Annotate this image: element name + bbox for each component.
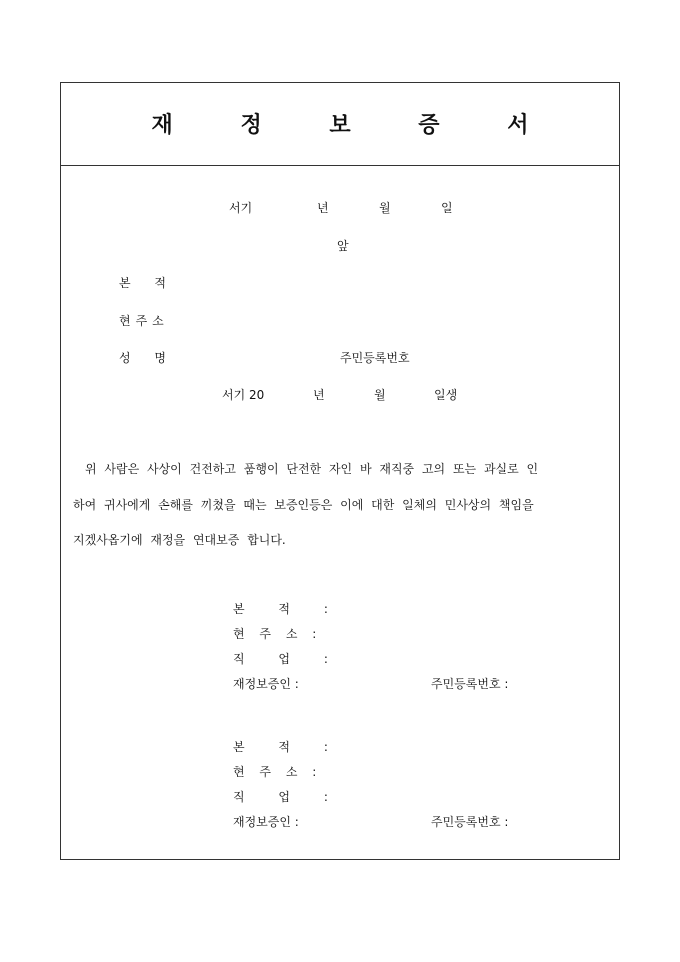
guarantor-1-resident-no-label: 주민등록번호 : — [431, 677, 509, 691]
date-prefix: 서기 — [229, 201, 253, 215]
guarantor-2-label: 재정보증인 : — [233, 815, 299, 829]
document-frame — [60, 82, 620, 860]
principal-domicile-label: 본 적 — [119, 276, 166, 290]
guarantor-1-label: 재정보증인 : — [233, 677, 299, 691]
date-day-label: 일 — [441, 201, 453, 215]
guarantor-2-occupation-label: 직 업 : — [233, 790, 328, 804]
statement-line-1: 위 사람은 사상이 건전하고 품행이 단전한 자인 바 재직중 고의 또는 과실로 인 — [85, 462, 539, 476]
birth-month-label: 월 — [374, 388, 386, 402]
title-box — [61, 83, 619, 166]
guarantor-2-address-label: 현 주 소 : — [233, 765, 317, 779]
date-month-label: 월 — [379, 201, 391, 215]
document-title: 재 정 보 증 서 — [151, 112, 559, 138]
statement-line-3: 지겠사옵기에 재정을 연대보증 합니다. — [73, 533, 286, 547]
birth-prefix: 서기 20 — [222, 388, 265, 402]
guarantor-1-address-label: 현 주 소 : — [233, 627, 317, 641]
principal-address-label: 현주소 — [119, 314, 169, 328]
guarantor-2-domicile-label: 본 적 : — [233, 740, 328, 754]
date-year-label: 년 — [317, 201, 329, 215]
guarantor-2-resident-no-label: 주민등록번호 : — [431, 815, 509, 829]
statement-line-2: 하여 귀사에게 손해를 끼쳤을 때는 보증인등은 이에 대한 일체의 민사상의 책임을 — [73, 498, 534, 512]
recipient-label: 앞 — [337, 239, 349, 253]
birth-year-label: 년 — [313, 388, 325, 402]
birth-day-label: 일생 — [434, 388, 458, 402]
guarantor-1-occupation-label: 직 업 : — [233, 652, 328, 666]
guarantor-1-domicile-label: 본 적 : — [233, 602, 328, 616]
principal-name-label: 성 명 — [119, 351, 166, 365]
principal-resident-no-label: 주민등록번호 — [340, 351, 410, 365]
